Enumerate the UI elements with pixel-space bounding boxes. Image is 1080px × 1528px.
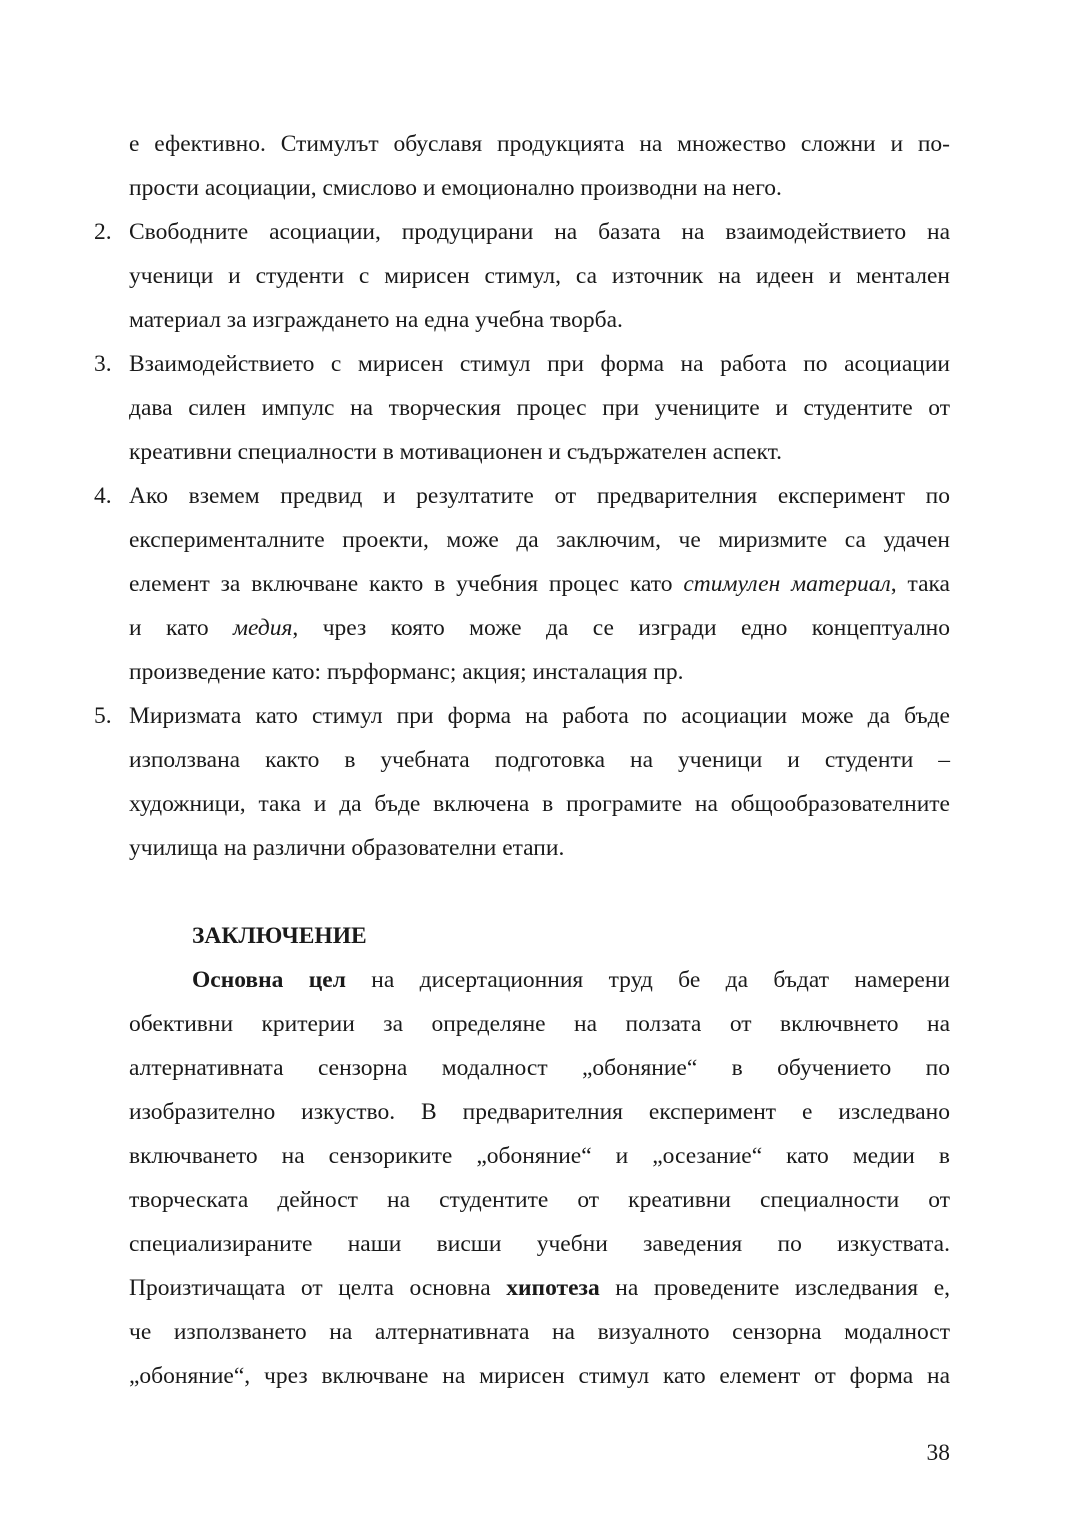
list-number: 3. xyxy=(94,351,112,377)
text-run: и като xyxy=(129,615,234,641)
intro-line: прости асоциации, смислово и емоционално производни на него. xyxy=(129,175,782,201)
list-item-line: художници, така и да бъде включена в програмите на общообразователните xyxy=(129,791,950,817)
list-item-line xyxy=(129,562,950,606)
paragraph-line: изобразително изкуство. В предварителния експеримент е изследвано xyxy=(129,1099,950,1125)
text-run: на дисертационния труд бе да бъдат намерени xyxy=(345,967,950,993)
list-item-line: експерименталните проекти, може да заключим, че миризмите са удачен xyxy=(129,527,950,553)
list-item-line xyxy=(129,606,950,650)
paragraph-line: специализираните наши висши учебни заведения по изкуствата. xyxy=(129,1231,950,1257)
list-item-line: използвана както в учебната подготовка на ученици и студенти – xyxy=(129,747,950,773)
list-item-line: произведение като: пърформанс; акция; инсталация пр. xyxy=(129,659,684,685)
intro-line: е ефективно. Стимулът обуславя продукцията на множество сложни и по- xyxy=(129,131,950,157)
list-item-line: Ако вземем предвид и резултатите от предварителния експеримент по xyxy=(129,483,950,509)
section-heading: ЗАКЛЮЧЕНИЕ xyxy=(192,923,367,949)
paragraph-line: обективни критерии за определяне на ползата от включвнето на xyxy=(129,1011,950,1037)
list-number: 5. xyxy=(94,703,112,729)
paragraph-line: включването на сензориките „обоняние“ и „осезание“ като медии в xyxy=(129,1143,950,1169)
italic-term: медия xyxy=(233,615,293,641)
page-number: 38 xyxy=(926,1440,950,1466)
text-run: , чрез която може да се изгради едно концептуално xyxy=(292,615,951,641)
list-item-line: училища на различни образователни етапи. xyxy=(129,835,565,861)
paragraph-line: „обоняние“, чрез включване на мирисен стимул като елемент от форма на xyxy=(129,1363,950,1389)
paragraph-line: творческата дейност на студентите от креативни специалности от xyxy=(129,1187,950,1213)
list-item-line: креативни специалности в мотивационен и съдържателен аспект. xyxy=(129,439,783,465)
text-run: елемент за включване както в учебния процес като xyxy=(129,571,684,597)
list-item-line: Взаимодействието с мирисен стимул при форма на работа по асоциации xyxy=(129,351,950,377)
list-item-line: дава силен импулс на творческия процес при учениците и студентите от xyxy=(129,395,950,421)
paragraph-line xyxy=(129,1266,950,1310)
list-number: 4. xyxy=(94,483,112,509)
paragraph-line: че използването на алтернативната на визуалното сензорна модалност xyxy=(129,1319,950,1345)
list-item-line: Миризмата като стимул при форма на работа по асоциации може да бъде xyxy=(129,703,950,729)
text-run: , така xyxy=(890,571,950,597)
text-run: Произтичащата от целта основна xyxy=(129,1275,507,1301)
paragraph-line: алтернативната сензорна модалност „обоняние“ в обучението по xyxy=(129,1055,950,1081)
text-run: на проведените изследвания е, xyxy=(599,1275,950,1301)
paragraph-line xyxy=(192,958,950,1002)
list-item-line: Свободните асоциации, продуцирани на базата на взаимодействието на xyxy=(129,219,950,245)
bold-term: Основна цел xyxy=(192,967,346,993)
list-item-line: материал за изграждането на една учебна творба. xyxy=(129,307,623,333)
list-item-line: ученици и студенти с мирисен стимул, са източник на идеен и ментален xyxy=(129,263,950,289)
list-number: 2. xyxy=(94,219,112,245)
bold-term: хипотеза xyxy=(506,1275,600,1301)
italic-term: стимулен материал xyxy=(683,571,891,597)
